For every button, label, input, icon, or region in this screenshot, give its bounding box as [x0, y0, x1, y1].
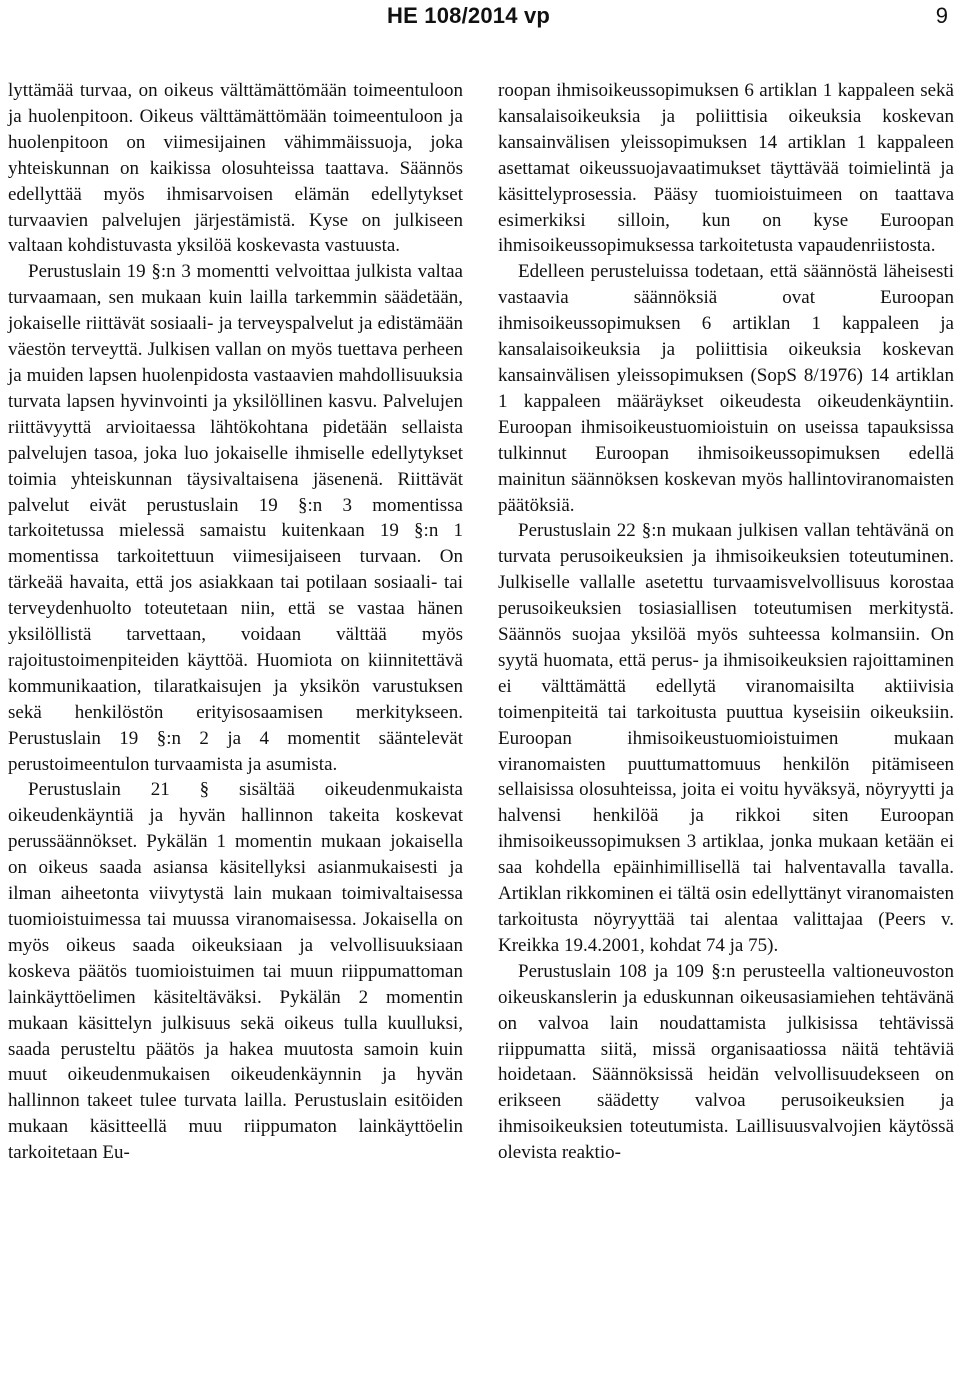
- paragraph: Edelleen perusteluissa todetaan, että säännöstä läheisesti vastaavia säännöksiä ovat Euroopan ihmisoikeussopimuksen 6 artiklan 1 kappaleen ja kansalaisoikeuksia ja poliittisia oikeuksia koskevan kansainvälisen yleissopimuksen (SopS 8/1976) 14 artiklan 1 kappaleen määräykset oikeudesta oikeudenkäyntiin. Euroopan ihmisoikeustuomioistuin on useissa tapauksissa tulkinnut Euroopan ihmisoikeussopimuksen edellä mainitun säännöksen koskevan myös hallintoviranomaisten päätöksiä.: [498, 261, 954, 516]
- paragraph: Perustuslain 22 §:n mukaan julkisen vallan tehtävänä on turvata perusoikeuksien ja ihmisoikeuksien toteutuminen. Julkiselle vallalle asetettu turvaamisvelvollisuus korostaa perusoikeuksien tosiasiallisen toteutumisen merkitystä. Säännös suojaa yksilöä myös suhteessa kolmansiin. On syytä huomata, että perus- ja ihmisoikeuksien rajoittaminen ei välttämättä edellytä viranomaisilta aktiivisia toimenpiteitä tai tarkoitusta puuttua kyseisiin oikeuksiin. Euroopan ihmisoikeustuomioistuimen mukaan viranomaisten puuttumattomuus henkilön pitämiseen sellaisissa olosuhteissa, joita ei voitu hyväksyä, nöyryytti ja halvensi henkilöä ja rikkoi siten Euroopan ihmisoikeussopimuksen 3 artiklaa, jonka mukaan ketään ei saa kohdella epäinhimillisellä tai halventavalla tavalla. Artiklan rikkominen ei tältä osin edellyttänyt viranomaisten tarkoitusta nöyryyttää tai alentaa valittajaa (Peers v. Kreikka 19.4.2001, kohdat 74 ja 75).: [498, 520, 954, 956]
- paragraph: lyttämää turvaa, on oikeus välttämättömään toimeentuloon ja huolenpitoon. Oikeus välttämättömään toimeentuloon ja huolenpitoon on viimesijainen vähimmäissuoja, joka yhteiskunnan on kaikissa olosuhteissa taattava. Säännös edellyttää myös ihmisarvoisen elämän edellytykset turvaavien palvelujen järjestämistä. Kyse on julkiseen valtaan kohdistuvasta yksilöä koskevasta vastuusta.: [8, 80, 463, 257]
- paragraph: Perustuslain 21 § sisältää oikeudenmukaista oikeudenkäyntiä ja hyvän hallinnon takeita koskevat perussäännökset. Pykälän 1 momentin mukaan jokaisella on oikeus saada asiansa käsitellyksi asianmukaisesti ja ilman aiheetonta viivytystä lain mukaan toimivaltaisessa tuomioistuimessa tai muussa viranomaisessa. Jokaisella on myös oikeus saada oikeuksiaan ja velvollisuuksiaan koskeva päätös tuomioistuimen tai muun riippumattoman lainkäyttöelimen käsiteltäväksi. Pykälän 2 momentin mukaan käsittelyn julkisuus sekä oikeus tulla kuulluksi, saada perusteltu päätös ja hakea muutosta samoin kuin muut oikeudenmukaisen oikeudenkäynnin ja hyvän hallinnon takeet tulee turvata lailla. Perustuslain esitöiden mukaan käsitteellä muu riippumaton lainkäyttöelin tarkoitetaan Eu-: [8, 779, 463, 1164]
- page-header: [0, 0, 960, 40]
- paragraph: Perustuslain 108 ja 109 §:n perusteella valtioneuvoston oikeuskanslerin ja eduskunnan oikeusasiamiehen tehtävänä on valvoa lain noudattamista julkisissa tehtävissä riippumatta siitä, missä organisaatiossa näitä tehtäviä hoidetaan. Säännöksissä heidän velvollisuudekseen on erikseen säädetty valvoa perusoikeuksien ja ihmisoikeuksien toteutumista. Laillisuusvalvojien käytössä olevista reaktio-: [498, 960, 954, 1164]
- paragraph: Perustuslain 19 §:n 3 momentti velvoittaa julkista valtaa turvaamaan, sen mukaan kuin lailla tarkemmin säädetään, jokaiselle riittävät sosiaali- ja terveyspalvelut ja edistämään väestön terveyttä. Julkisen vallan on myös tuettava perheen ja muiden lapsen huolenpidosta vastaavien mahdollisuuksia turvata lapsen hyvinvointi ja yksilöllinen kasvu. Palvelujen riittävyyttä arvioitaessa lähtökohtana pidetään sellaista palvelujen tasoa, joka luo jokaiselle ihmiselle edellytykset toimia yhteiskunnan täysivaltaisena jäsenenä. Riittävät palvelut eivät perustuslain 19 §:n 3 momentissa tarkoitetussa mielessä samaistu kuitenkaan 19 §:n 1 momentissa tarkoitettuun viimesijaiseen turvaan. On tärkeää havaita, että jos asiakkaan tai potilaan sosiaali- tai terveydenhuolto toteutetaan niin, että se vastaa hänen yksilöllistä tarvettaan, voidaan välttää myös rajoitustoimenpiteiden käyttöä. Huomiota on kiinnitettävä kommunikaation, tilaratkaisujen ja yksikön varustuksen sekä henkilöstön erityisosaamisen merkitykseen. Perustuslain 19 §:n 2 ja 4 momentit sääntelevät perustoimeentulon turvaamista ja asumista.: [8, 261, 463, 775]
- left-column: [8, 78, 463, 1166]
- right-column: [498, 78, 954, 1166]
- document-id: HE 108/2014 vp: [387, 3, 551, 28]
- page-number: 9: [935, 3, 948, 28]
- paragraph: roopan ihmisoikeussopimuksen 6 artiklan 1 kappaleen sekä kansalaisoikeuksia ja poliittisia oikeuksia koskevan kansainvälisen yleissopimuksen 14 artiklan 1 kappaleen asettamat oikeussuojavaatimukset täyttävää toimielintä ja käsittelyprosessia. Pääsy tuomioistuimeen on taattava esimerkiksi silloin, kun on kyse Euroopan ihmisoikeussopimuksessa tarkoitetusta vapaudenriistosta.: [498, 80, 954, 257]
